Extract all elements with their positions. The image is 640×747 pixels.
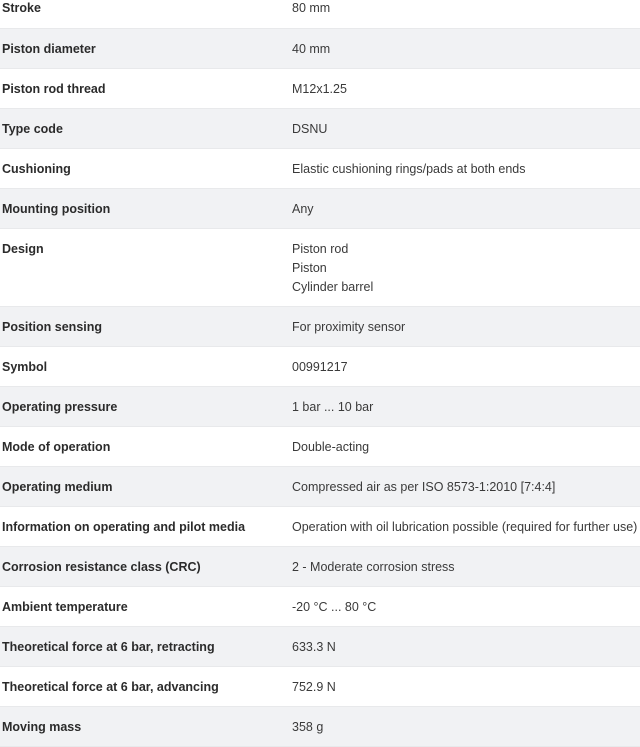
spec-value: DSNU: [292, 121, 328, 136]
spec-label: Ambient temperature: [2, 599, 128, 614]
spec-value: Any: [292, 201, 314, 216]
spec-value: 40 mm: [292, 41, 331, 56]
table-row: [0, 466, 640, 506]
spec-value: 00991217: [292, 359, 348, 374]
spec-label: Information on operating and pilot media: [2, 519, 246, 534]
spec-label: Stroke: [2, 1, 41, 15]
table-row: [0, 626, 640, 666]
table-row: [0, 426, 640, 466]
spec-label: Operating pressure: [2, 399, 118, 414]
spec-value: 633.3 N: [292, 639, 336, 654]
table-row: [0, 0, 640, 28]
spec-label: Mounting position: [2, 201, 111, 216]
spec-value: M12x1.25: [292, 81, 347, 96]
spec-label: Cushioning: [2, 161, 71, 176]
spec-label: Design: [2, 241, 44, 256]
spec-value: Elastic cushioning rings/pads at both ends: [292, 161, 526, 176]
spec-label: Symbol: [2, 359, 48, 374]
spec-value: [290, 228, 640, 306]
table-row: [0, 228, 640, 306]
table-row: [0, 666, 640, 706]
spec-label: Piston rod thread: [2, 81, 106, 96]
spec-value: -20 °C ... 80 °C: [292, 599, 377, 614]
table-row: [0, 386, 640, 426]
spec-value: 358 g: [292, 719, 324, 734]
spec-value-line: Piston rod: [292, 241, 349, 256]
spec-value-line: Cylinder barrel: [292, 279, 374, 294]
spec-value: Compressed air as per ISO 8573-1:2010 [7:4:4]: [292, 479, 556, 494]
spec-label: Operating medium: [2, 479, 113, 494]
spec-label: Type code: [2, 121, 63, 136]
table-row: [0, 706, 640, 746]
table-row: [0, 586, 640, 626]
spec-label: Position sensing: [2, 319, 103, 334]
spec-value: 80 mm: [292, 1, 331, 15]
table-row: [0, 546, 640, 586]
table-row: [0, 506, 640, 546]
spec-label: Moving mass: [2, 719, 82, 734]
table-row: [0, 148, 640, 188]
spec-value: 752.9 N: [292, 679, 336, 694]
spec-value: 1 bar ... 10 bar: [292, 399, 374, 414]
spec-label: Theoretical force at 6 bar, advancing: [2, 679, 219, 694]
table-row: [0, 346, 640, 386]
spec-value-line: Piston: [292, 260, 327, 275]
spec-value: Double-acting: [292, 439, 370, 454]
table-row: [0, 188, 640, 228]
spec-value: Operation with oil lubrication possible (required for further use): [292, 519, 638, 534]
table-row: [0, 306, 640, 346]
spec-label: Mode of operation: [2, 439, 111, 454]
table-row: [0, 108, 640, 148]
spec-label: Piston diameter: [2, 41, 96, 56]
spec-label: Theoretical force at 6 bar, retracting: [2, 639, 215, 654]
table-row: [0, 68, 640, 108]
spec-value: For proximity sensor: [292, 319, 406, 334]
table-row: [0, 28, 640, 68]
spec-value: 2 - Moderate corrosion stress: [292, 559, 455, 574]
spec-label: Corrosion resistance class (CRC): [2, 559, 201, 574]
